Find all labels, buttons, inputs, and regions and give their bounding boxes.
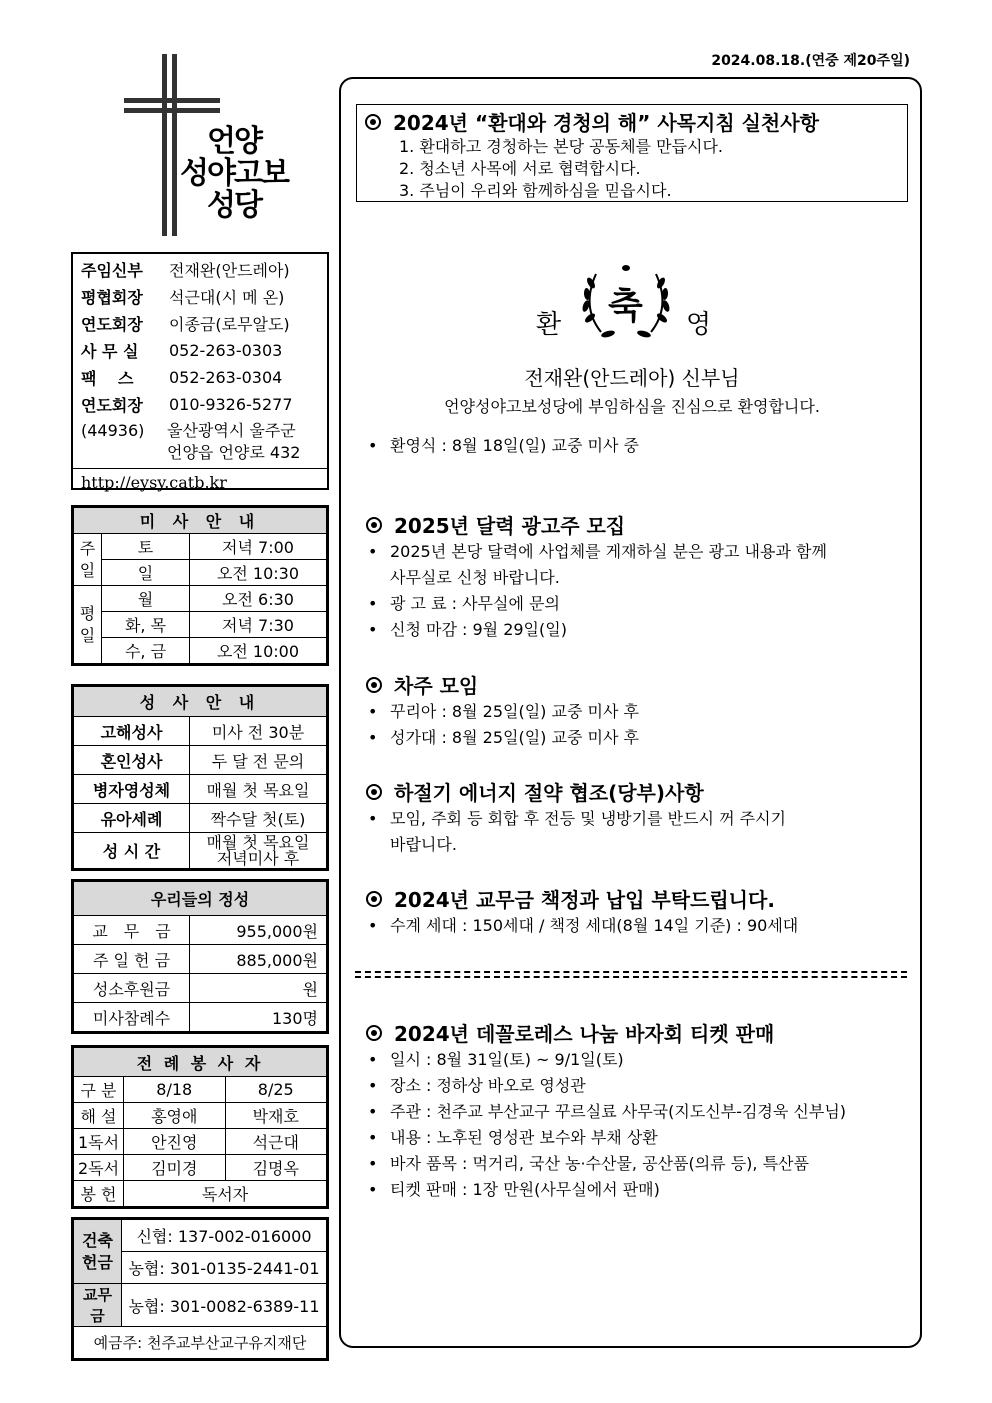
policy-item: 3. 주님이 우리와 함께하심을 믿읍시다. [399, 181, 672, 200]
server-role: 봉 헌 [74, 1181, 124, 1207]
bullet-circle-icon [366, 784, 382, 800]
mass-day: 화, 목 [102, 612, 190, 638]
building-account: 신협: 137-002-016000 [122, 1220, 327, 1252]
calendar-item: • 2025년 본당 달력에 사업체를 게재하실 분은 광고 내용과 함께 [366, 539, 911, 565]
policy-item: 2. 청소년 사목에 서로 협력합시다. [399, 159, 641, 178]
welcome-right-char: 영 [686, 310, 712, 340]
energy-item: • 모임, 주회 등 회합 후 전등 및 냉방기를 반드시 꺼 주시기 [366, 806, 911, 832]
bazaar-item: • 내용 : 노후된 영성관 보수와 부채 상환 [366, 1125, 911, 1151]
policy-item: 1. 환대하고 경청하는 본당 공동체를 만듭시다. [399, 137, 723, 156]
bullet-circle-icon [366, 891, 382, 907]
offering-title: 우리들의 정성 [74, 882, 327, 916]
sacrament-title: 성 사 안 내 [74, 687, 327, 717]
sacrament-value-2: 저녁미사 후 [216, 848, 300, 868]
dues-account: 농협: 301-0082-6389-11 [122, 1284, 327, 1327]
bazaar-item: • 일시 : 8월 31일(토) ~ 9/1일(토) [366, 1047, 911, 1073]
info-label: 평협회장 [81, 288, 143, 307]
sacrament-value: 매월 첫 목요일 [190, 775, 327, 804]
sacrament-name: 혼인성사 [74, 746, 190, 775]
servers-date: 8/18 [124, 1077, 226, 1103]
sacrament-name: 성 시 간 [74, 833, 190, 869]
offering-name: 성소후원금 [74, 974, 190, 1003]
servers-title: 전 례 봉 사 자 [74, 1048, 327, 1077]
info-value: 이종금(로무알도) [169, 315, 290, 334]
bazaar-section [366, 1018, 911, 1203]
welcome-message: 언양성야고보성당에 부임하심을 진심으로 환영합니다. [444, 397, 820, 416]
bulletin-date: 2024.08.18.(연중 제20주일) [711, 53, 910, 69]
bazaar-item: • 주관 : 천주교 부산교구 꾸르실료 사무국(지도신부-김경욱 신부님) [366, 1099, 911, 1125]
meetings-title: 차주 모임 [394, 674, 479, 698]
bazaar-item: • 바자 품목 : 먹거리, 국산 농·수산물, 공산품(의류 등), 특산품 [366, 1151, 911, 1177]
bullet-circle-icon [366, 517, 382, 533]
sacrament-box [71, 684, 329, 871]
logo-line-2: 성야고보 [180, 156, 288, 191]
server-name: 석근대 [225, 1129, 327, 1155]
offering-name: 주 일 헌 금 [74, 945, 190, 974]
mass-schedule-box [71, 505, 329, 666]
parish-url[interactable]: http://eysy.catb.kr [73, 468, 327, 492]
mass-title: 미 사 안 내 [74, 508, 327, 534]
calendar-title: 2025년 달력 광고주 모집 [394, 514, 626, 538]
offering-value: 130명 [190, 1003, 327, 1032]
calendar-item: • 신청 마감 : 9월 29일(일) [366, 617, 911, 643]
offering-value: 원 [190, 974, 327, 1003]
mass-day: 수, 금 [102, 638, 190, 664]
server-name: 박재호 [225, 1103, 327, 1129]
welcome-priest-name: 전재완(안드레아) 신부님 [524, 366, 740, 390]
welcome-section [356, 262, 908, 416]
info-label: 사 무 실 [81, 342, 139, 361]
mass-time: 오전 6:30 [190, 586, 327, 612]
pastoral-policy-box [356, 104, 908, 202]
sacrament-value: 매월 첫 목요일 [206, 832, 310, 852]
parish-logo [118, 52, 298, 242]
calendar-item: 사무실로 신청 바랍니다. [390, 568, 560, 587]
bazaar-title: 2024년 데꼴로레스 나눔 바자회 티켓 판매 [394, 1022, 775, 1046]
sacrament-value: 미사 전 30분 [190, 717, 327, 746]
server-name: 독서자 [124, 1181, 327, 1207]
server-role: 2독서 [74, 1155, 124, 1181]
sacrament-value: 짝수달 첫(토) [190, 804, 327, 833]
info-label: 팩 스 [81, 369, 134, 388]
mass-time: 오전 10:30 [190, 560, 327, 586]
server-role: 해 설 [74, 1103, 124, 1129]
dashed-divider [355, 971, 907, 978]
calendar-section [366, 510, 911, 643]
bullet-circle-icon [365, 114, 381, 130]
offering-name: 미사참례수 [74, 1003, 190, 1032]
liturgy-servers-box [71, 1045, 329, 1209]
building-account: 농협: 301-0135-2441-01 [122, 1252, 327, 1284]
offering-value: 885,000원 [190, 945, 327, 974]
meetings-section [366, 670, 911, 751]
offering-box [71, 879, 329, 1034]
mass-time: 오전 10:00 [190, 638, 327, 664]
address-line-2: 언양읍 언양로 432 [167, 443, 301, 462]
servers-col-label: 구 분 [74, 1077, 124, 1103]
servers-date: 8/25 [225, 1077, 327, 1103]
info-value: 전재완(안드레아) [169, 261, 290, 280]
parish-info-box [71, 252, 329, 490]
meetings-item: • 성가대 : 8월 25일(일) 교중 미사 후 [366, 725, 911, 751]
mass-time: 저녁 7:00 [190, 534, 327, 560]
accounts-box [71, 1217, 329, 1361]
meetings-item: • 꾸리아 : 8월 25일(일) 교중 미사 후 [366, 699, 911, 725]
welcome-left-char: 환 [536, 310, 562, 340]
mass-day: 토 [102, 534, 190, 560]
bazaar-item: • 티켓 판매 : 1장 만원(사무실에서 판매) [366, 1177, 911, 1203]
policy-title: 2024년 “환대와 경청의 해” 사목지침 실천사항 [393, 111, 819, 135]
dues-title: 2024년 교무금 책정과 납입 부탁드립니다. [394, 888, 775, 912]
sacrament-name: 유아세례 [74, 804, 190, 833]
server-name: 김미경 [124, 1155, 226, 1181]
ceremony-item: • 환영식 : 8월 18일(일) 교중 미사 중 [366, 433, 911, 459]
logo-line-1: 언양 [207, 124, 261, 159]
sacrament-name: 병자영성체 [74, 775, 190, 804]
welcome-emblem-char: 축 [608, 286, 643, 327]
dues-section [366, 884, 911, 939]
server-name: 홍영애 [124, 1103, 226, 1129]
weekday-label: 평일 [74, 586, 102, 664]
offering-name: 교 무 금 [74, 916, 190, 945]
info-label: 연도회장 [81, 396, 143, 415]
dues-item: • 수계 세대 : 150세대 / 책정 세대(8월 14일 기준) : 90세대 [366, 913, 911, 939]
energy-section [366, 777, 911, 858]
info-value: 052-263-0304 [169, 368, 283, 387]
bullet-circle-icon [366, 677, 382, 693]
calendar-item: • 광 고 료 : 사무실에 문의 [366, 591, 911, 617]
building-label-2: 헌금 [82, 1252, 113, 1272]
info-label: 주임신부 [81, 261, 143, 280]
mass-time: 저녁 7:30 [190, 612, 327, 638]
zip-code: (44936) [81, 421, 145, 440]
building-label-1: 건축 [82, 1230, 113, 1250]
sacrament-value: 두 달 전 문의 [190, 746, 327, 775]
mass-day: 월 [102, 586, 190, 612]
bazaar-item: • 장소 : 정하상 바오로 영성관 [366, 1073, 911, 1099]
bullet-circle-icon [366, 1025, 382, 1041]
energy-title: 하절기 에너지 절약 협조(당부)사항 [394, 781, 704, 805]
address-line-1: 울산광역시 울주군 [167, 421, 296, 440]
info-value: 010-9326-5277 [169, 395, 293, 414]
info-value: 석근대(시 메 온) [169, 288, 285, 307]
server-name: 안진영 [124, 1129, 226, 1155]
account-holder: 예금주: 천주교부산교구유지재단 [74, 1327, 327, 1359]
info-value: 052-263-0303 [169, 341, 283, 360]
server-name: 김명옥 [225, 1155, 327, 1181]
welcome-ceremony [366, 433, 911, 459]
energy-item: 바랍니다. [390, 835, 457, 854]
sunday-label: 주일 [74, 534, 102, 586]
info-label: 연도회장 [81, 315, 143, 334]
offering-value: 955,000원 [190, 916, 327, 945]
dues-label: 교무금 [74, 1284, 122, 1327]
mass-day: 일 [102, 560, 190, 586]
logo-line-3: 성당 [207, 188, 261, 223]
server-role: 1독서 [74, 1129, 124, 1155]
sacrament-name: 고해성사 [74, 717, 190, 746]
